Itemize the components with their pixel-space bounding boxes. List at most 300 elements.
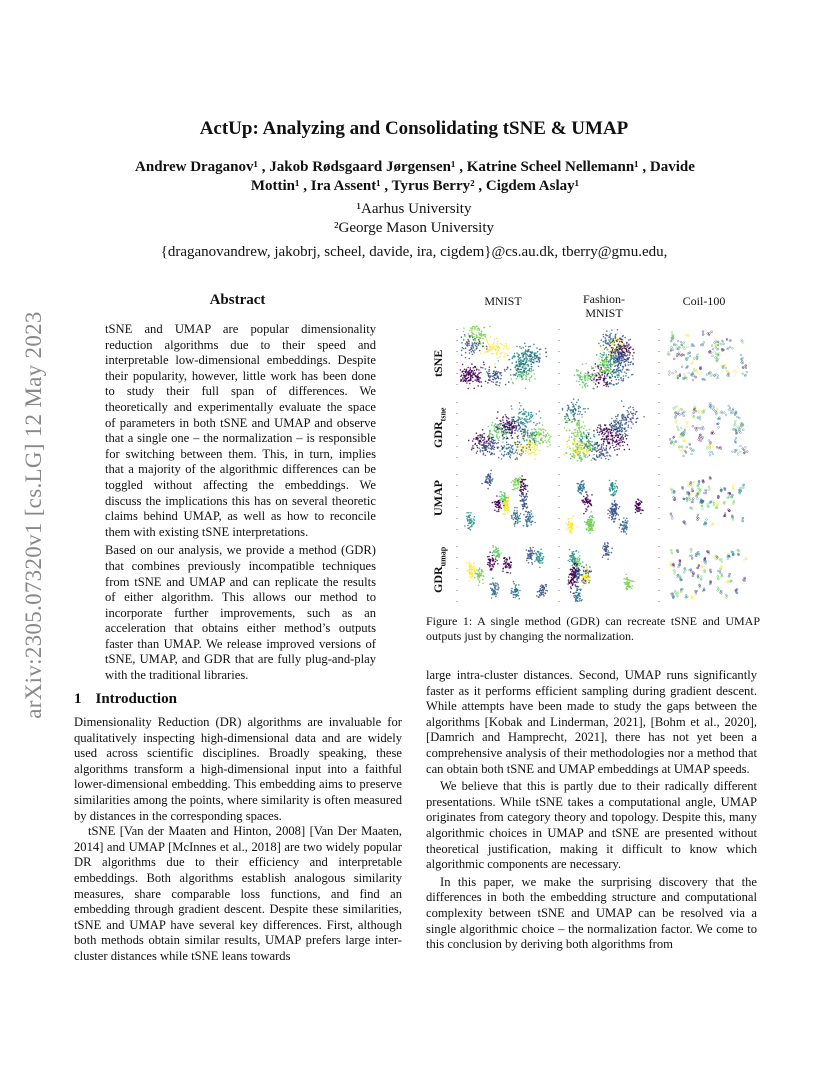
embedding-point (703, 428, 705, 430)
embedding-point (486, 445, 488, 447)
embedding-point (485, 442, 487, 444)
embedding-point (475, 372, 477, 374)
embedding-point (583, 487, 585, 489)
embedding-point (740, 487, 742, 489)
embedding-point (502, 441, 504, 443)
embedding-point (503, 356, 505, 358)
embedding-point (522, 479, 524, 481)
embedding-point (600, 362, 602, 364)
embedding-point (623, 351, 625, 353)
embedding-point (492, 547, 494, 549)
embedding-point (479, 577, 481, 579)
embedding-point (540, 585, 542, 587)
embedding-point (611, 329, 613, 331)
embedding-point (504, 493, 506, 495)
embedding-point (471, 374, 473, 376)
embedding-point (530, 548, 532, 550)
embedding-point (483, 454, 485, 456)
embedding-point (470, 520, 472, 522)
introduction-body (74, 715, 402, 965)
embedding-point (496, 555, 498, 557)
embedding-point (607, 452, 609, 454)
embedding-point (493, 453, 495, 455)
embedding-point (633, 352, 635, 354)
embedding-point (506, 438, 508, 440)
embedding-point (588, 573, 590, 575)
embedding-point (593, 370, 595, 372)
embedding-point (619, 506, 621, 508)
embedding-point (609, 448, 611, 450)
embedding-point (529, 358, 531, 360)
embedding-point (473, 336, 475, 338)
embedding-point (510, 374, 512, 376)
embedding-point (612, 488, 614, 490)
embedding-point (623, 378, 625, 380)
embedding-point (479, 434, 481, 436)
embedding-point (533, 553, 535, 555)
embedding-point (712, 453, 714, 455)
embedding-point (621, 436, 623, 438)
embedding-point (702, 508, 704, 510)
embedding-point (537, 351, 539, 353)
embedding-point (518, 359, 520, 361)
embedding-point (599, 451, 601, 453)
embedding-point (597, 386, 599, 388)
embedding-point (475, 345, 477, 347)
embedding-point (642, 510, 644, 512)
embedding-point (486, 478, 488, 480)
embedding-point (488, 439, 490, 441)
embedding-point (508, 454, 510, 456)
embedding-point (516, 352, 518, 354)
embedding-point (621, 529, 623, 531)
embedding-point (605, 334, 607, 336)
embedding-point (580, 375, 582, 377)
embedding-point (603, 380, 605, 382)
embedding-point (499, 491, 501, 493)
embedding-point (521, 375, 523, 377)
embedding-point (497, 548, 499, 550)
embedding-point (534, 450, 536, 452)
embedding-point (586, 437, 588, 439)
embedding-point (493, 346, 495, 348)
embedding-point (469, 370, 471, 372)
embedding-point (604, 348, 606, 350)
embedding-point (488, 370, 490, 372)
embedding-point (625, 417, 627, 419)
embedding-point (622, 430, 624, 432)
embedding-point (468, 333, 470, 335)
embedding-point (486, 348, 488, 350)
embedding-point (670, 513, 672, 515)
embedding-point (686, 421, 688, 423)
embedding-point (510, 567, 512, 569)
embedding-point (618, 514, 620, 516)
embedding-point (520, 444, 522, 446)
embedding-point (616, 449, 618, 451)
embedding-point (589, 521, 591, 523)
embedding-point (518, 428, 520, 430)
embedding-point (601, 446, 603, 448)
embedding-point (487, 474, 489, 476)
embedding-point (575, 429, 577, 431)
embedding-point (520, 371, 522, 373)
embedding-point (515, 451, 517, 453)
embedding-point (595, 443, 597, 445)
embedding-point (612, 384, 614, 386)
embedding-point (622, 434, 624, 436)
embedding-point (520, 455, 522, 457)
embedding-point (528, 449, 530, 451)
embedding-point (610, 355, 612, 357)
embedding-point (599, 376, 601, 378)
embedding-point (618, 519, 620, 521)
embedding-point (614, 449, 616, 451)
embedding-point (530, 524, 532, 526)
embedding-point (602, 357, 604, 359)
embedding-point (506, 572, 508, 574)
embedding-point (466, 341, 468, 343)
embedding-point (491, 480, 493, 482)
embedding-point (603, 430, 605, 432)
embedding-point (498, 385, 500, 387)
embedding-point (517, 430, 519, 432)
embedding-point (470, 522, 472, 524)
embedding-point (628, 361, 630, 363)
embedding-point (692, 415, 694, 417)
embedding-point (515, 515, 517, 517)
embedding-point (472, 342, 474, 344)
embedding-point (608, 371, 610, 373)
embedding-point (671, 492, 673, 494)
embedding-point (471, 351, 473, 353)
embedding-point (683, 411, 685, 413)
embedding-point (469, 572, 471, 574)
embedding-point (573, 438, 575, 440)
embedding-point (579, 378, 581, 380)
embedding-point (599, 364, 601, 366)
embedding-point (542, 585, 544, 587)
embedding-point (501, 344, 503, 346)
embedding-point (510, 564, 512, 566)
embedding-point (517, 487, 519, 489)
embedding-point (491, 438, 493, 440)
embedding-point (484, 437, 486, 439)
embedding-point (502, 495, 504, 497)
embedding-point (531, 562, 533, 564)
embedding-point (628, 407, 630, 409)
embedding-point (523, 409, 525, 411)
embedding-point (580, 431, 582, 433)
embedding-point (513, 416, 515, 418)
embedding-point (729, 346, 731, 348)
embedding-point (729, 407, 731, 409)
embedding-point (613, 371, 615, 373)
embedding-point (536, 413, 538, 415)
embedding-point (703, 342, 705, 344)
embedding-point (596, 454, 598, 456)
embedding-point (530, 553, 532, 555)
embedding-point (471, 520, 473, 522)
embedding-point (530, 412, 532, 414)
embedding-point (580, 372, 582, 374)
embedding-point (623, 531, 625, 533)
embedding-point (523, 374, 525, 376)
embedding-point (710, 375, 712, 377)
embedding-point (511, 517, 513, 519)
embedding-point (547, 432, 549, 434)
embedding-point (470, 367, 472, 369)
embedding-point (691, 453, 693, 455)
embedding-point (506, 369, 508, 371)
embedding-point (679, 351, 681, 353)
arxiv-id: arXiv:2305.07320v1 [cs.LG] 12 May 2023 (21, 311, 46, 719)
embedding-point (522, 378, 524, 380)
embedding-point (620, 423, 622, 425)
embedding-point (515, 421, 517, 423)
embedding-point (631, 422, 633, 424)
embedding-point (463, 339, 465, 341)
embedding-point (535, 436, 537, 438)
embedding-point (486, 346, 488, 348)
embedding-point (495, 592, 497, 594)
embedding-point (470, 374, 472, 376)
embedding-point (632, 358, 634, 360)
embedding-point (535, 458, 537, 460)
embedding-point (506, 444, 508, 446)
embedding-point (572, 442, 574, 444)
embedding-point (567, 410, 569, 412)
embedding-point (477, 329, 479, 331)
embedding-point (586, 494, 588, 496)
embedding-point (583, 443, 585, 445)
embedding-point (624, 371, 626, 373)
embedding-point (521, 447, 523, 449)
embedding-point (494, 339, 496, 341)
embedding-point (512, 427, 514, 429)
embedding-point (542, 424, 544, 426)
embedding-point (502, 417, 504, 419)
embedding-point (532, 442, 534, 444)
embedding-point (564, 418, 566, 420)
embedding-point (611, 347, 613, 349)
row-label-gdr-subscript: tsne (438, 407, 448, 422)
embedding-point (522, 367, 524, 369)
embedding-point (548, 438, 550, 440)
embedding-point (713, 505, 715, 507)
embedding-point (602, 444, 604, 446)
embedding-point (492, 559, 494, 561)
embedding-point (497, 340, 499, 342)
embedding-point (476, 335, 478, 337)
embedding-point (538, 552, 540, 554)
embedding-point (511, 592, 513, 594)
embedding-point (614, 494, 616, 496)
embedding-point (564, 454, 566, 456)
embedding-point (567, 415, 569, 417)
embedding-point (539, 558, 541, 560)
embedding-point (593, 434, 595, 436)
embedding-point (672, 372, 674, 374)
embedding-point (463, 331, 465, 333)
embedding-point (579, 419, 581, 421)
embedding-point (490, 445, 492, 447)
embedding-point (565, 422, 567, 424)
embedding-point (589, 519, 591, 521)
embedding-point (508, 418, 510, 420)
embedding-point (590, 376, 592, 378)
embedding-point (567, 583, 569, 585)
embedding-point (577, 445, 579, 447)
embedding-point (491, 597, 493, 599)
embedding-point (504, 513, 506, 515)
embedding-point (531, 513, 533, 515)
embedding-point (591, 444, 593, 446)
embedding-point (479, 377, 481, 379)
embedding-point (587, 456, 589, 458)
embedding-point (464, 334, 466, 336)
author-emails: {draganovandrew, jakobrj, scheel, davide, ira, cigdem}@cs.au.dk, tberry@gmu.edu, (160, 244, 668, 260)
embedding-point (480, 451, 482, 453)
embedding-point (480, 372, 482, 374)
embedding-point (534, 441, 536, 443)
embedding-point (524, 497, 526, 499)
embedding-point (494, 377, 496, 379)
embedding-point (626, 342, 628, 344)
embedding-point (476, 346, 478, 348)
embedding-point (542, 562, 544, 564)
embedding-point (524, 504, 526, 506)
embedding-point (521, 496, 523, 498)
embedding-point (614, 376, 616, 378)
embedding-point (598, 379, 600, 381)
embedding-point (521, 453, 523, 455)
embedding-point (521, 373, 523, 375)
embedding-point (496, 511, 498, 513)
embedding-point (499, 554, 501, 556)
embedding-point (495, 596, 497, 598)
embedding-point (525, 420, 527, 422)
embedding-point (675, 419, 677, 421)
embedding-point (541, 553, 543, 555)
embedding-point (475, 443, 477, 445)
embedding-point (510, 424, 512, 426)
embedding-point (606, 445, 608, 447)
embedding-point (606, 330, 608, 332)
embedding-point (622, 438, 624, 440)
embedding-point (733, 484, 735, 486)
embedding-point (623, 419, 625, 421)
embedding-point (460, 376, 462, 378)
embedding-point (473, 351, 475, 353)
embedding-point (490, 569, 492, 571)
embedding-point (615, 483, 617, 485)
embedding-point (539, 562, 541, 564)
embedding-point (609, 341, 611, 343)
embedding-point (485, 381, 487, 383)
embedding-point (709, 451, 711, 453)
embedding-point (496, 338, 498, 340)
embedding-point (476, 325, 478, 327)
embedding-point (604, 370, 606, 372)
embedding-point (495, 506, 497, 508)
embedding-point (538, 366, 540, 368)
embedding-point (509, 449, 511, 451)
embedding-point (517, 369, 519, 371)
embedding-point (587, 385, 589, 387)
figure-col-header-fashion (554, 292, 654, 320)
embedding-point (608, 354, 610, 356)
embedding-point (572, 414, 574, 416)
embedding-point (469, 335, 471, 337)
embedding-point (470, 529, 472, 531)
embedding-point (487, 443, 489, 445)
embedding-point (489, 366, 491, 368)
embedding-point (575, 432, 577, 434)
embedding-point (482, 579, 484, 581)
embedding-point (738, 426, 740, 428)
embedding-point (697, 487, 699, 489)
embedding-point (461, 342, 463, 344)
embedding-point (487, 564, 489, 566)
embedding-point (466, 518, 468, 520)
embedding-point (497, 381, 499, 383)
embedding-point (578, 405, 580, 407)
embedding-point (483, 433, 485, 435)
embedding-point (515, 481, 517, 483)
embedding-point (671, 515, 673, 517)
embedding-point (597, 365, 599, 367)
embedding-point (511, 422, 513, 424)
embedding-point (536, 595, 538, 597)
embedding-point (636, 505, 638, 507)
embedding-point (522, 508, 524, 510)
embedding-point (519, 598, 521, 600)
embedding-point (621, 531, 623, 533)
embedding-point (640, 513, 642, 515)
embedding-point (519, 453, 521, 455)
embedding-point (503, 494, 505, 496)
embedding-point (519, 361, 521, 363)
embedding-panel (456, 545, 548, 602)
embedding-point (692, 379, 694, 381)
embedding-point (533, 369, 535, 371)
embedding-point (601, 430, 603, 432)
embedding-point (535, 429, 537, 431)
embedding-point (491, 441, 493, 443)
embedding-point (615, 349, 617, 351)
embedding-point (610, 333, 612, 335)
embedding-point (613, 437, 615, 439)
embedding-point (464, 525, 466, 527)
embedding-point (686, 423, 688, 425)
embedding-point (586, 377, 588, 379)
embedding-point (587, 523, 589, 525)
embedding-point (621, 360, 623, 362)
embedding-point (602, 362, 604, 364)
embedding-point (609, 442, 611, 444)
embedding-point (629, 418, 631, 420)
embedding-point (732, 451, 734, 453)
embedding-point (497, 589, 499, 591)
embedding-point (489, 480, 491, 482)
embedding-point (583, 447, 585, 449)
embedding-point (507, 512, 509, 514)
embedding-point (571, 450, 573, 452)
embedding-point (496, 371, 498, 373)
embedding-point (521, 490, 523, 492)
embedding-point (484, 352, 486, 354)
